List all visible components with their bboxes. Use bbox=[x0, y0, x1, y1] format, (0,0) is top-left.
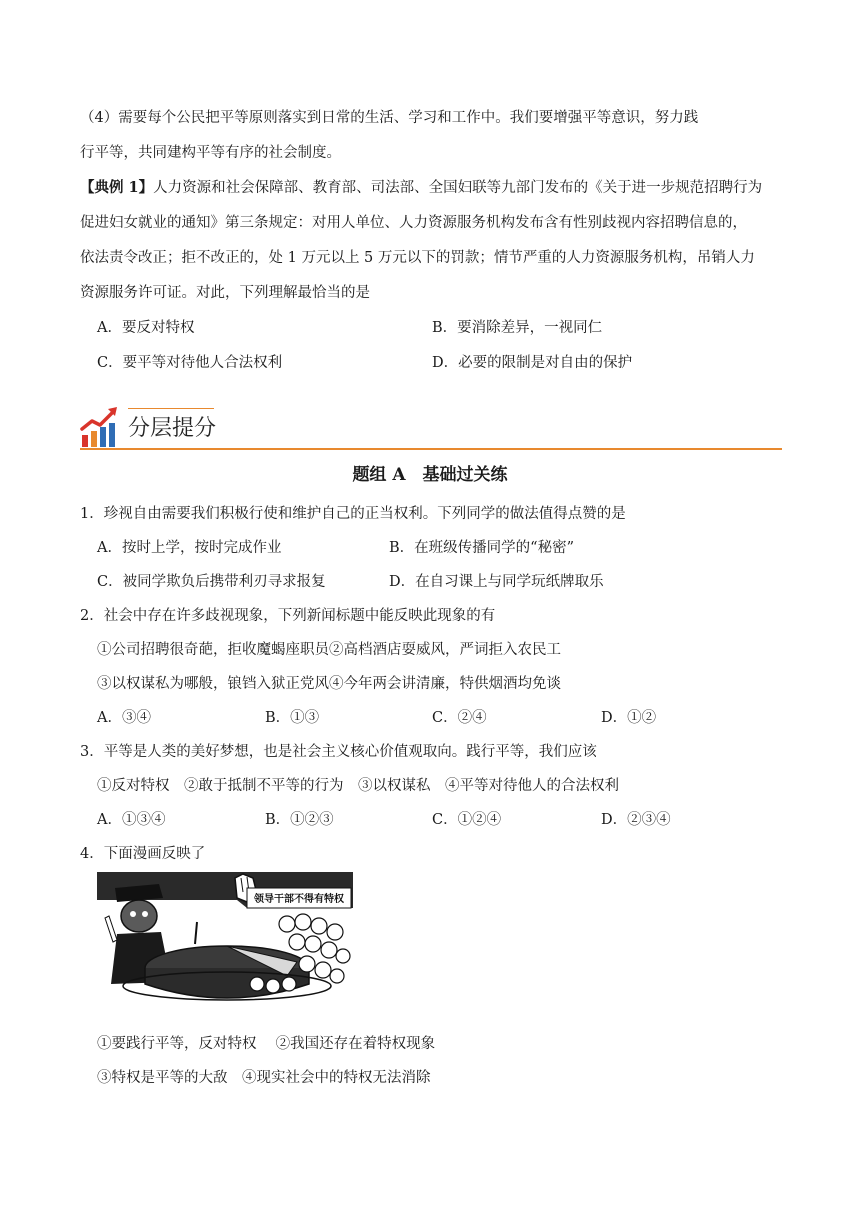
q4-item-1: ①要践行平等，反对特权 ②我国还存在着特权现象 bbox=[97, 1036, 436, 1052]
q2-option-b: B．①③ bbox=[265, 710, 320, 726]
q3-option-b: B．①②③ bbox=[265, 812, 334, 828]
q2-item-1: ①公司招聘很奇葩，拒收魔蝎座职员②高档酒店耍威风，严词拒入农民工 bbox=[97, 642, 561, 658]
q3-stem: 3．平等是人类的美好梦想，也是社会主义核心价值观取向。践行平等，我们应该 bbox=[80, 744, 597, 760]
example1-option-d: D．必要的限制是对自由的保护 bbox=[432, 355, 633, 371]
group-title: 题组 A 基础过关练 bbox=[352, 465, 508, 485]
q4-stem: 4．下面漫画反映了 bbox=[80, 846, 206, 862]
cartoon-caption: 领导干部不得有特权 bbox=[254, 894, 344, 905]
example1-option-b: B．要消除差异，一视同仁 bbox=[432, 320, 603, 336]
q2-option-a: A．③④ bbox=[97, 710, 151, 726]
q2-stem: 2．社会中存在许多歧视现象，下列新闻标题中能反映此现象的有 bbox=[80, 608, 496, 624]
q1-option-a: A．按时上学，按时完成作业 bbox=[97, 540, 282, 556]
example1-line-3: 依法责令改正；拒不改正的，处 1 万元以上 5 万元以下的罚款；情节严重的人力资源服务机构，吊销人力 bbox=[80, 250, 755, 266]
example1-line1-text: 人力资源和社会保障部、教育部、司法部、全国妇联等九部门发布的《关于进一步规范招聘行为 bbox=[153, 180, 763, 196]
q3-option-a: A．①③④ bbox=[97, 812, 166, 828]
example1-tag: 【典例 1】 bbox=[80, 179, 154, 196]
q1-option-c: C．被同学欺负后携带利刃寻求报复 bbox=[97, 574, 326, 590]
section-title: 分层提分 bbox=[128, 416, 217, 441]
example1-line-1 bbox=[80, 178, 780, 198]
q1-option-b: B．在班级传播同学的“秘密” bbox=[389, 540, 574, 556]
q2-option-d: D．①② bbox=[601, 710, 657, 726]
example1-line-2: 促进妇女就业的通知》第三条规定：对用人单位、人力资源服务机构发布含有性别歧视内容招聘信息的， bbox=[80, 215, 747, 231]
example1-option-a: A．要反对特权 bbox=[97, 320, 195, 336]
rising-chart-icon bbox=[80, 405, 120, 449]
section-divider bbox=[80, 448, 782, 450]
example1-option-c: C．要平等对待他人合法权利 bbox=[97, 355, 283, 371]
cartoon-image bbox=[97, 872, 353, 1004]
q2-item-2: ③以权谋私为哪般，锒铛入狱正党风④今年两会讲清廉，特供烟酒均免谈 bbox=[97, 676, 561, 692]
q4-item-2: ③特权是平等的大敌 ④现实社会中的特权无法消除 bbox=[97, 1070, 431, 1086]
q3-option-d: D．②③④ bbox=[601, 812, 671, 828]
section-title-topline bbox=[128, 408, 214, 409]
q2-option-c: C．②④ bbox=[432, 710, 487, 726]
q1-stem: 1．珍视自由需要我们积极行使和维护自己的正当权利。下列同学的做法值得点赞的是 bbox=[80, 506, 626, 522]
intro-line-1: （4）需要每个公民把平等原则落实到日常的生活、学习和工作中。我们要增强平等意识，努力践 bbox=[80, 110, 699, 126]
q3-items: ①反对特权 ②敢于抵制不平等的行为 ③以权谋私 ④平等对待他人的合法权利 bbox=[97, 778, 619, 794]
q1-option-d: D．在自习课上与同学玩纸牌取乐 bbox=[389, 574, 604, 590]
section-header bbox=[80, 403, 782, 451]
q3-option-c: C．①②④ bbox=[432, 812, 502, 828]
example1-line-4: 资源服务许可证。对此，下列理解最恰当的是 bbox=[80, 285, 370, 301]
intro-line-2: 行平等，共同建构平等有序的社会制度。 bbox=[80, 145, 341, 161]
